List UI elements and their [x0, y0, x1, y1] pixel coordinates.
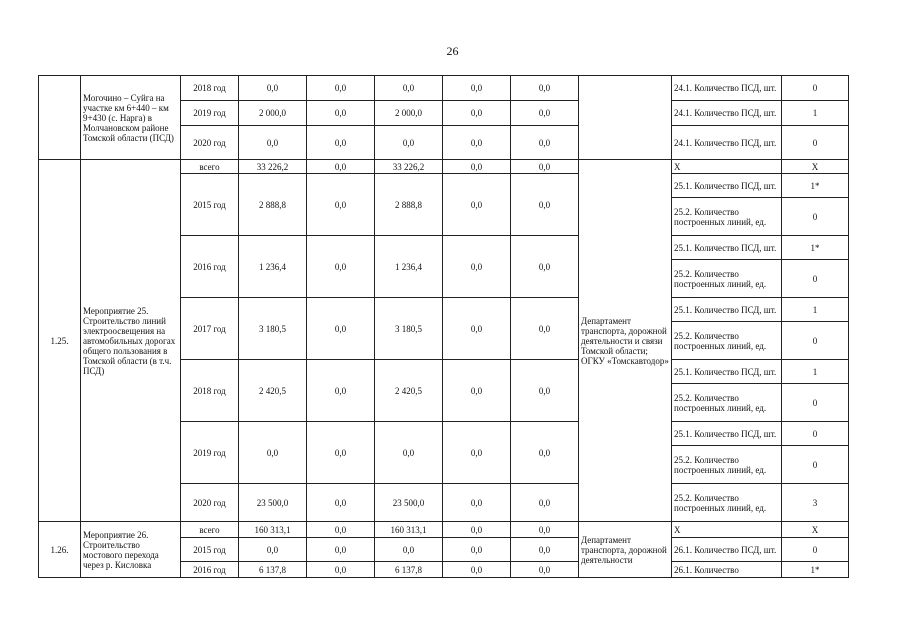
funding-value-cell: 0,0 [443, 422, 511, 484]
funding-value-cell: 0,0 [307, 126, 375, 160]
indicator-name: 25.1. Количество ПСД, шт. [672, 360, 782, 384]
measure-name: Мероприятие 25. Строительство линий электроосвещения на автомобильных дорогах общего пользования в Томской области (в т.ч. ПСД) [81, 160, 181, 522]
year-cell: 2017 год [181, 298, 239, 360]
funding-value-cell: 0,0 [307, 562, 375, 578]
funding-value-cell: 0,0 [511, 236, 579, 298]
funding-value-cell: 0,0 [375, 422, 443, 484]
funding-value-cell: 0,0 [511, 538, 579, 562]
indicator-name: 25.2. Количество построенных линий, ед. [672, 446, 782, 484]
indicator-value: Х [782, 160, 849, 174]
measure-name: Мероприятие 26. Строительство мостового перехода через р. Кисловка [81, 522, 181, 578]
responsible-executor: Департамент транспорта, дорожной деятельности [579, 522, 672, 578]
funding-value-cell: 0,0 [443, 236, 511, 298]
year-cell: 2018 год [181, 360, 239, 422]
indicator-value: 0 [782, 422, 849, 446]
indicator-name: 24.1. Количество ПСД, шт. [672, 126, 782, 160]
funding-value-cell: 3 180,5 [375, 298, 443, 360]
indicator-value: 1 [782, 101, 849, 126]
funding-value-cell: 0,0 [443, 360, 511, 422]
indicator-name: Х [672, 160, 782, 174]
funding-value-cell: 0,0 [443, 522, 511, 538]
funding-value-cell: 2 000,0 [375, 101, 443, 126]
funding-value-cell: 0,0 [443, 298, 511, 360]
funding-value-cell: 0,0 [511, 360, 579, 422]
funding-value-cell: 0,0 [307, 101, 375, 126]
funding-value-cell: 1 236,4 [375, 236, 443, 298]
funding-value-cell: 0,0 [307, 160, 375, 174]
indicator-value: Х [782, 522, 849, 538]
funding-value-cell: 0,0 [375, 126, 443, 160]
indicator-value: 0 [782, 126, 849, 160]
funding-value-cell: 0,0 [443, 101, 511, 126]
year-cell: 2018 год [181, 76, 239, 101]
indicator-name: 25.2. Количество построенных линий, ед. [672, 322, 782, 360]
funding-value-cell: 0,0 [375, 76, 443, 101]
funding-value-cell: 0,0 [239, 538, 307, 562]
measure-name: Могочино – Суйга на участке км 6+440 – км 9+430 (с. Нарга) в Молчановском районе Томской области (ПСД) [81, 76, 181, 160]
funding-value-cell: 0,0 [511, 126, 579, 160]
funding-value-cell: 0,0 [307, 360, 375, 422]
indicator-value: 1* [782, 562, 849, 578]
funding-value-cell: 0,0 [307, 538, 375, 562]
funding-value-cell: 3 180,5 [239, 298, 307, 360]
indicator-name: 25.1. Количество ПСД, шт. [672, 174, 782, 198]
indicator-name: 26.1. Количество ПСД, шт. [672, 538, 782, 562]
funding-value-cell: 0,0 [443, 562, 511, 578]
funding-value-cell: 2 888,8 [375, 174, 443, 236]
funding-value-cell: 0,0 [443, 484, 511, 522]
indicator-value: 0 [782, 260, 849, 298]
year-cell: 2015 год [181, 538, 239, 562]
indicator-name: 24.1. Количество ПСД, шт. [672, 76, 782, 101]
page-number: 26 [446, 44, 459, 58]
funding-value-cell: 0,0 [307, 174, 375, 236]
funding-value-cell: 0,0 [511, 422, 579, 484]
year-cell: 2019 год [181, 101, 239, 126]
indicator-value: 0 [782, 322, 849, 360]
funding-value-cell: 0,0 [511, 76, 579, 101]
year-cell: 2016 год [181, 236, 239, 298]
funding-value-cell: 23 500,0 [375, 484, 443, 522]
funding-value-cell: 33 226,2 [375, 160, 443, 174]
indicator-name: 24.1. Количество ПСД, шт. [672, 101, 782, 126]
indicator-name: 25.2. Количество построенных линий, ед. [672, 484, 782, 522]
funding-value-cell: 160 313,1 [239, 522, 307, 538]
funding-value-cell: 1 236,4 [239, 236, 307, 298]
indicator-name: 25.1. Количество ПСД, шт. [672, 236, 782, 260]
indicator-value: 1* [782, 236, 849, 260]
funding-value-cell: 0,0 [511, 484, 579, 522]
funding-value-cell: 2 420,5 [375, 360, 443, 422]
funding-value-cell: 0,0 [511, 562, 579, 578]
funding-value-cell: 6 137,8 [375, 562, 443, 578]
year-cell: всего [181, 160, 239, 174]
year-cell: 2019 год [181, 422, 239, 484]
funding-value-cell: 6 137,8 [239, 562, 307, 578]
funding-value-cell: 0,0 [239, 422, 307, 484]
year-cell: 2016 год [181, 562, 239, 578]
funding-value-cell: 0,0 [443, 174, 511, 236]
indicator-name: Х [672, 522, 782, 538]
funding-value-cell: 0,0 [443, 538, 511, 562]
funding-value-cell: 0,0 [511, 522, 579, 538]
indicator-value: 0 [782, 538, 849, 562]
funding-value-cell: 0,0 [239, 126, 307, 160]
funding-value-cell: 0,0 [443, 76, 511, 101]
funding-value-cell: 0,0 [307, 298, 375, 360]
funding-value-cell: 0,0 [307, 522, 375, 538]
funding-value-cell: 2 000,0 [239, 101, 307, 126]
indicator-name: 25.2. Количество построенных линий, ед. [672, 198, 782, 236]
indicator-value: 1 [782, 298, 849, 322]
funding-value-cell: 0,0 [239, 76, 307, 101]
funding-value-cell: 23 500,0 [239, 484, 307, 522]
measure-number: 1.25. [39, 160, 81, 522]
indicator-value: 3 [782, 484, 849, 522]
funding-value-cell: 160 313,1 [375, 522, 443, 538]
indicator-value: 0 [782, 384, 849, 422]
program-table [38, 75, 849, 578]
funding-value-cell: 0,0 [511, 174, 579, 236]
funding-value-cell: 0,0 [443, 126, 511, 160]
funding-value-cell: 2 420,5 [239, 360, 307, 422]
indicator-name: 25.2. Количество построенных линий, ед. [672, 384, 782, 422]
year-cell: 2015 год [181, 174, 239, 236]
indicator-name: 25.1. Количество ПСД, шт. [672, 298, 782, 322]
measure-number: 1.26. [39, 522, 81, 578]
funding-value-cell: 0,0 [511, 298, 579, 360]
year-cell: 2020 год [181, 126, 239, 160]
table-row [39, 522, 849, 538]
funding-value-cell: 0,0 [307, 484, 375, 522]
funding-value-cell: 0,0 [511, 101, 579, 126]
indicator-value: 1* [782, 174, 849, 198]
year-cell: 2020 год [181, 484, 239, 522]
funding-value-cell: 0,0 [375, 538, 443, 562]
indicator-name: 25.1. Количество ПСД, шт. [672, 422, 782, 446]
table-row [39, 160, 849, 174]
funding-value-cell: 0,0 [443, 160, 511, 174]
funding-value-cell: 0,0 [307, 236, 375, 298]
responsible-executor: Департамент транспорта, дорожной деятельности и связи Томской области; ОГКУ «Томскавтодор» [579, 160, 672, 522]
indicator-value: 0 [782, 446, 849, 484]
funding-value-cell: 0,0 [511, 160, 579, 174]
responsible-executor [579, 76, 672, 160]
indicator-value: 0 [782, 76, 849, 101]
year-cell: всего [181, 522, 239, 538]
funding-value-cell: 0,0 [307, 76, 375, 101]
funding-value-cell: 33 226,2 [239, 160, 307, 174]
funding-value-cell: 0,0 [307, 422, 375, 484]
indicator-value: 1 [782, 360, 849, 384]
measure-number [39, 76, 81, 160]
funding-value-cell: 2 888,8 [239, 174, 307, 236]
indicator-name: 25.2. Количество построенных линий, ед. [672, 260, 782, 298]
indicator-value: 0 [782, 198, 849, 236]
indicator-name: 26.1. Количество [672, 562, 782, 578]
table-row [39, 76, 849, 101]
